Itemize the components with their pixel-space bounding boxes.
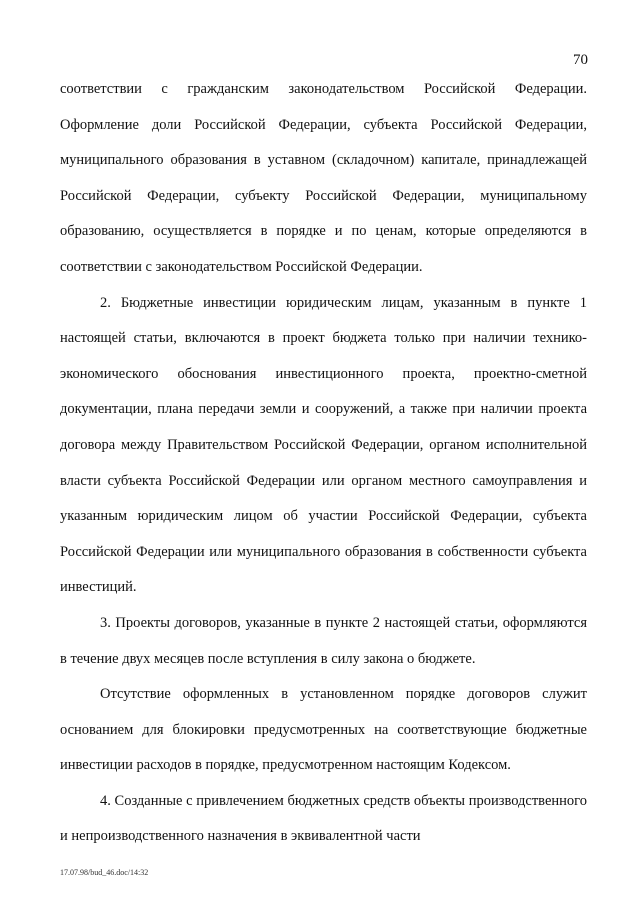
paragraph: 2. Бюджетные инвестиции юридическим лицам, указанным в пункте 1 настоящей статьи, включаются в проект бюджета только при наличии технико-экономического обоснования инвестиционного проекта, проектно-сметной документации, плана передачи земли и сооружений, а также при наличии проекта договора между Правительством Российской Федерации, органом исполнительной власти субъекта Российской Федерации или органом местного самоуправления и указанным юридическим лицом об участии Российской Федерации, субъекта Российской Федерации или муниципального образования в собственности субъекта инвестиций.	[60, 294, 587, 596]
paragraph: 4. Созданные с привлечением бюджетных средств объекты производственного и непроизводственного назначения в эквивалентной части	[60, 792, 587, 845]
paragraph: соответствии с гражданским законодательством Российской Федерации. Оформление доли Российской Федерации, субъекта Российской Федерации, муниципального образования в уставном (складочном) капитале, принадлежащей Российской Федерации, субъекту Российской Федерации, муниципальному образованию, осуществляется в порядке и по ценам, которые определяются в соответствии с законодательством Российской Федерации.	[60, 81, 587, 275]
paragraph: Отсутствие оформленных в установленном порядке договоров служит основанием для блокировки предусмотренных на соответствующие бюджетные инвестиции расходов в порядке, предусмотренном настоящим Кодексом.	[60, 686, 587, 774]
paragraph: 3. Проекты договоров, указанные в пункте 2 настоящей статьи, оформляются в течение двух месяцев после вступления в силу закона о бюджете.	[60, 614, 587, 667]
page-number: 70	[573, 52, 588, 68]
document-body	[60, 72, 587, 855]
footer-file-stamp: 17.07.98/bud_46.doc/14:32	[60, 868, 149, 877]
